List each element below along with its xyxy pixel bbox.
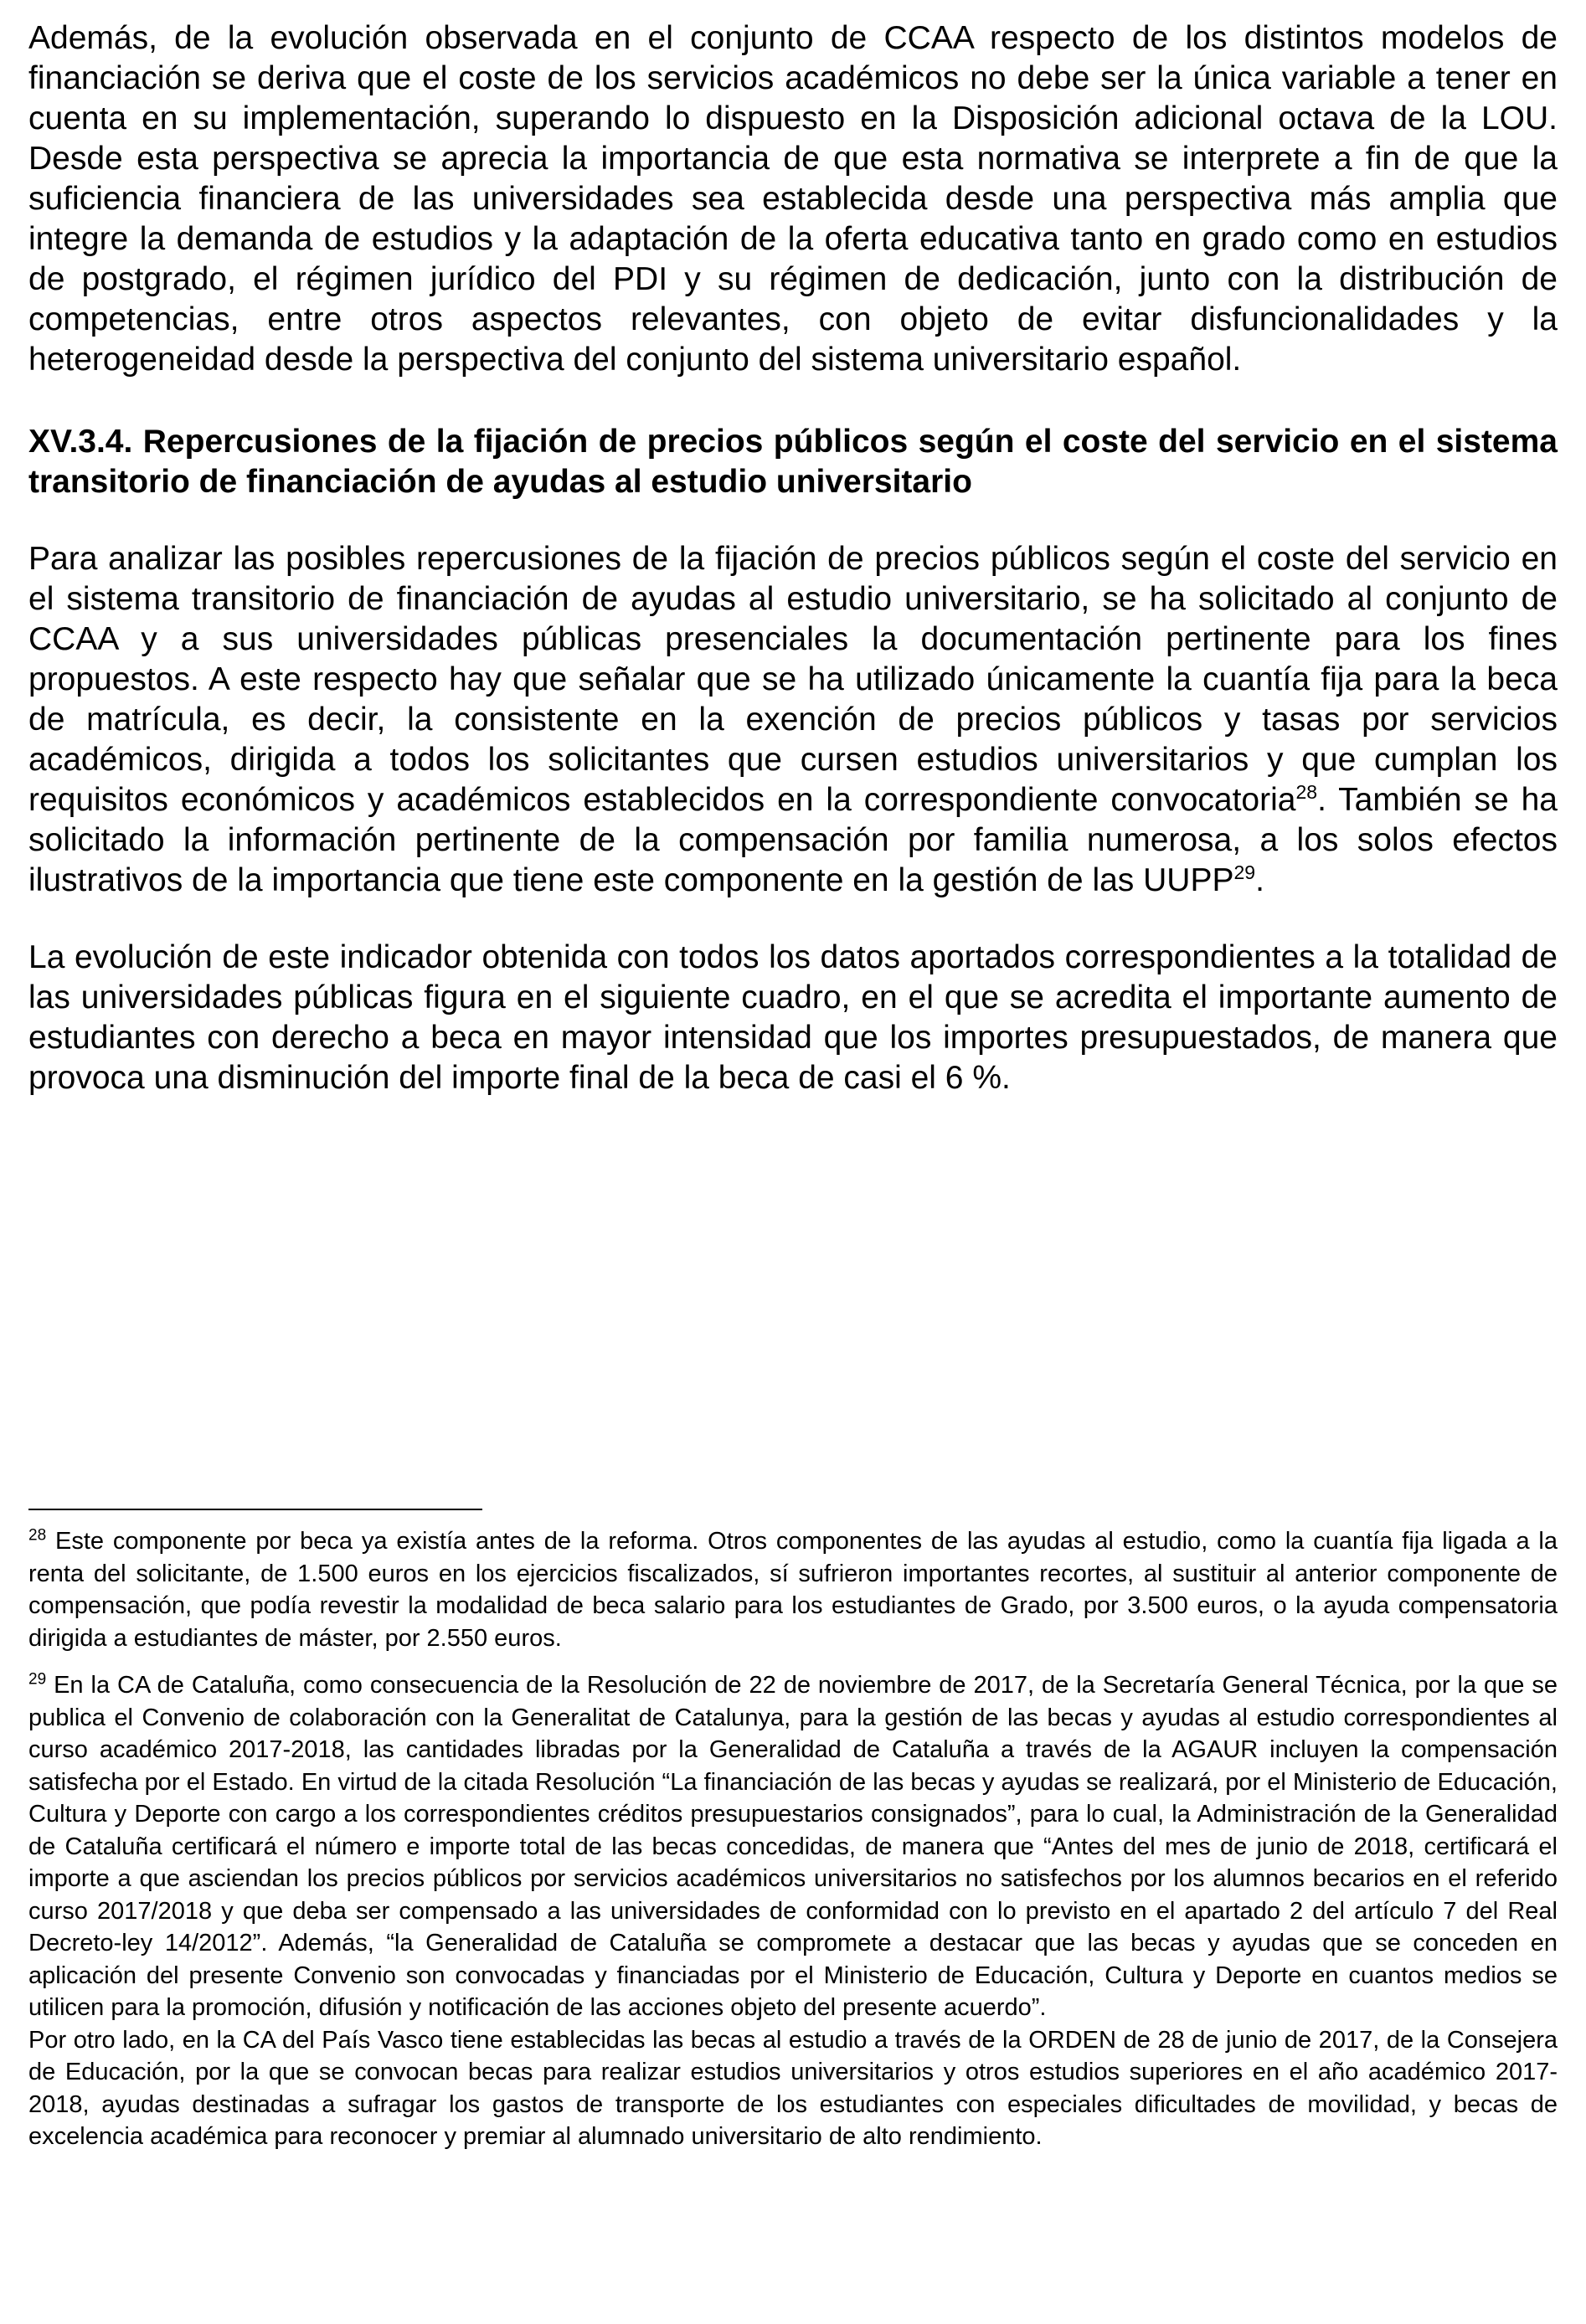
document-page xyxy=(28,18,1558,1098)
paragraph-repercussions xyxy=(28,539,1558,901)
section-heading: XV.3.4. Repercusiones de la fijación de precios públicos según el coste del servicio en el sistema transitorio de financiación de ayudas al estudio universitario xyxy=(28,424,1558,500)
footnotes-section xyxy=(28,1525,1558,2153)
paragraph-repercussions-text-1: Para analizar las posibles repercusiones de la fijación de precios públicos según el coste del servicio en el sistema transitorio de financiación de ayudas al estudio universitario, se ha solicitado al conjunto de CCAA y a sus universidades públicas presenciales la documentación pertinente para los fines propuestos. A este respecto hay que señalar que se ha utilizado únicamente la cuantía fija para la beca de matrícula, es decir, la consistente en la exención de precios públicos y tasas por servicios académicos, dirigida a todos los solicitantes que cursen estudios universitarios y que cumplan los requisitos económicos y académicos establecidos en la correspondiente convocatoria xyxy=(28,541,1558,818)
footnote-29-text: En la CA de Cataluña, como consecuencia de la Resolución de 22 de noviembre de 2017, de la Secretaría General Técnica, por la que se publica el Convenio de colaboración con la Generalitat de Catalunya, para la gestión de las becas y ayudas al estudio correspondientes al curso académico 2017-2018, las cantidades libradas por la Generalidad de Cataluña a través de la AGAUR incluyen la compensación satisfecha por el Estado. En virtud de la citada Resolución “La financiación de las becas y ayudas se realizará, por el Ministerio de Educación, Cultura y Deporte con cargo a los correspondientes créditos presupuestarios consignados”, para lo cual, la Administración de la Generalidad de Cataluña certificará el número e importe total de las becas concedidas, de manera que “Antes del mes de junio de 2018, certificará el importe a que asciendan los precios públicos por servicios académicos universitarios no satisfechos por los alumnos becarios en el referido curso 2017/2018 y que deba ser compensado a las universidades de conformidad con lo previsto en el apartado 2 del artículo 7 del Real Decreto-ley 14/2012”. Además, “la Generalidad de Cataluña se compromete a destacar que las becas y ayudas que se conceden en aplicación del presente Convenio son convocadas y financiadas por el Ministerio de Educación, Cultura y Deporte en cuantos medios se utilicen para la promoción, difusión y notificación de las acciones objeto del presente acuerdo”. xyxy=(28,1672,1558,2021)
paragraph-repercussions-text-3: . xyxy=(1255,862,1264,898)
footnote-29-continuation: Por otro lado, en la CA del País Vasco tiene establecidas las becas al estudio a través de la ORDEN de 28 de junio de 2017, de la Consejera de Educación, por la que se convocan becas para realizar estudios universitarios y otros estudios superiores en el año académico 2017-2018, ayudas destinadas a sufragar los gastos de transporte de los estudiantes con especiales dificultades de movilidad, y becas de excelencia académica para reconocer y premiar al alumnado universitario de alto rendimiento. xyxy=(28,2026,1558,2150)
footnote-29-number: 29 xyxy=(28,1670,47,1689)
footnote-28 xyxy=(28,1525,1558,1654)
footnote-28-number: 28 xyxy=(28,1526,47,1545)
footnote-28-text: Este componente por beca ya existía antes de la reforma. Otros componentes de las ayudas al estudio, como la cuantía fija ligada a la renta del solicitante, de 1.500 euros en los ejercicios fiscalizados, sí sufrieron importantes recortes, al sustituir al anterior componente de compensación, que podía revestir la modalidad de beca salario para los estudiantes de Grado, por 3.500 euros, o la ayuda compensatoria dirigida a estudiantes de máster, por 2.550 euros. xyxy=(28,1528,1558,1652)
footnote-separator xyxy=(28,1509,482,1510)
footnote-29 xyxy=(28,1669,1558,2024)
footnote-reference-28[interactable]: 28 xyxy=(1295,781,1318,803)
paragraph-financing-models: Además, de la evolución observada en el conjunto de CCAA respecto de los distintos modelos de financiación se deriva que el coste de los servicios académicos no debe ser la única variable a tener en cuenta en su implementación, superando lo dispuesto en la Disposición adicional octava de la LOU. Desde esta perspectiva se aprecia la importancia de que esta normativa se interprete a fin de que la suficiencia financiera de las universidades sea establecida desde una perspectiva más amplia que integre la demanda de estudios y la adaptación de la oferta educativa tanto en grado como en estudios de postgrado, el régimen jurídico del PDI y su régimen de dedicación, junto con la distribución de competencias, entre otros aspectos relevantes, con objeto de evitar disfuncionalidades y la heterogeneidad desde la perspectiva del conjunto del sistema universitario español. xyxy=(28,20,1558,378)
footnote-reference-29[interactable]: 29 xyxy=(1233,861,1256,883)
paragraph-indicator-evolution: La evolución de este indicador obtenida con todos los datos aportados correspondientes a la totalidad de las universidades públicas figura en el siguiente cuadro, en el que se acredita el importante aumento de estudiantes con derecho a beca en mayor intensidad que los importes presupuestados, de manera que provoca una disminución del importe final de la beca de casi el 6 %. xyxy=(28,939,1558,1096)
paragraph-repercussions-text-2: . También se ha solicitado la información pertinente de la compensación por familia numerosa, a los solos efectos ilustrativos de la importancia que tiene este componente en la gestión de las UUPP xyxy=(28,782,1558,898)
